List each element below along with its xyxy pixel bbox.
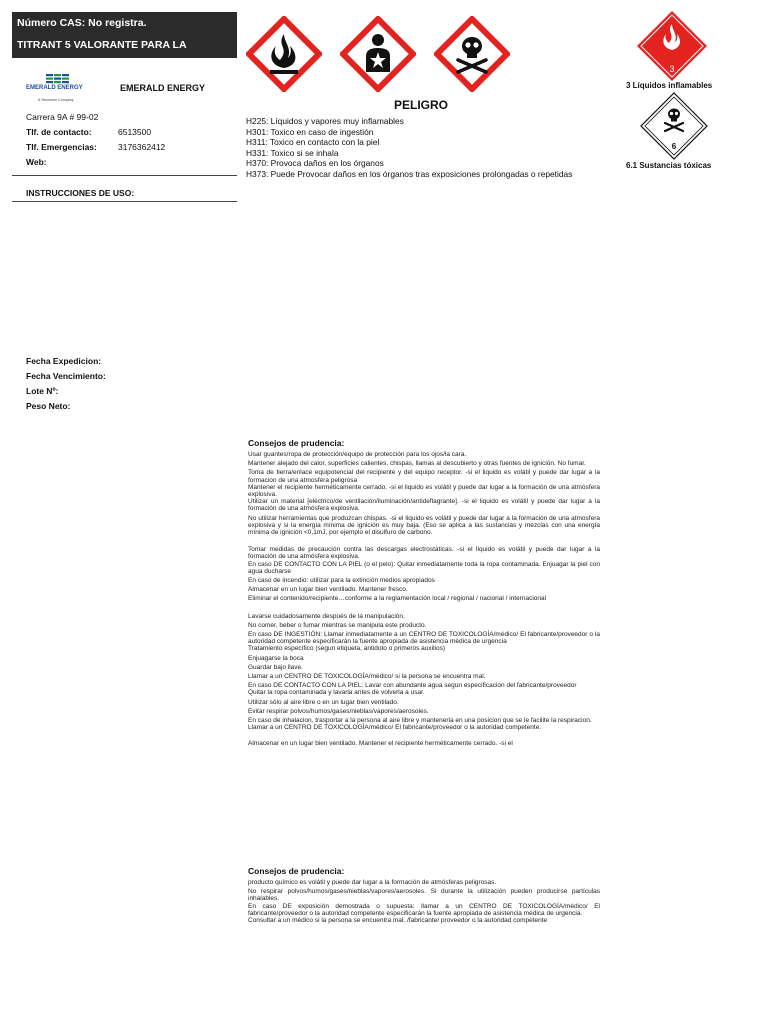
- precaution-paragraph: En caso de incendio: utilizar para la extinción medios apropiados: [248, 577, 435, 585]
- hazard-statement: H370: Provoca daños en los órganos: [246, 158, 384, 169]
- fecha-expedicion-label: Fecha Expedicion:: [26, 356, 102, 366]
- precaution-paragraph: No comer, beber o fumar mientras se manipula este producto.: [248, 621, 427, 629]
- company-address: Carrera 9A # 99-02: [26, 112, 99, 122]
- ghs-pictogram-health-hazard: [340, 16, 416, 92]
- web-label: Web:: [26, 157, 47, 167]
- precaution-paragraph: No utilizar herramientas que produzcan chispas. -si el liquido es volátil y puede dar lugar a la formación de una atmosfera explosiva y si la energía mínima de ignición es muy baja. (Eso se aplica a las sustancias y mezclas con una energía mínima de ignición <0,1mJ, por ejemplo el disulfuro de carbono.: [248, 514, 600, 537]
- cas-number-bar: [12, 12, 237, 36]
- hazard-statement: H225: Líquidos y vapores muy inflamables: [246, 116, 404, 126]
- class3-number: 3: [669, 64, 675, 74]
- precaution-paragraph: Quitar la ropa contaminada y lavarla antes de volverla a usar.: [248, 689, 425, 697]
- company-name: EMERALD ENERGY: [120, 83, 206, 93]
- hazard-statement: H301: Toxico en caso de ingestión: [246, 126, 374, 137]
- hazard-statement: H373: Puede Provocar daños en los órganos tras exposiciones prolongadas o repetidas: [246, 168, 573, 179]
- contact-label: Tlf. de contacto:: [26, 127, 92, 137]
- health-hazard-icon: [340, 16, 416, 92]
- lote-label: Lote Nº:: [26, 386, 59, 396]
- divider-top: [12, 175, 237, 176]
- precaution-paragraph: Tomar medidas de precaución contra las descargas electrostáticas. -si el liquido es volátil y puede dar lugar a la formación de una atmósfera explosiva.: [248, 546, 600, 561]
- precaution-paragraph: Lavarse cuidadosamente después de la manipulación.: [248, 612, 405, 620]
- precaution-title: Consejos de prudencia:: [248, 438, 345, 448]
- emergency-value: 3176362412: [118, 142, 166, 152]
- instructions-label: INSTRUCCIONES DE USO:: [26, 188, 135, 198]
- precaution-paragraph: Evitar respirar polvos/humos/gases/nieblas/vapores/aerosoles.: [248, 707, 429, 715]
- product-name-text: TITRANT 5 VALORANTE PARA LA: [17, 39, 187, 51]
- class6-caption: 6.1 Sustancias tóxicas: [626, 161, 712, 170]
- precaution-paragraph: Utilizar un material [eléctrico/de ventilación/iluminación/antideflagrante]. -si el liquido es volátil y puede dar lugar a la formación de una atmósfera explosiva.: [248, 498, 600, 513]
- precaution-paragraph: Usar guantes/ropa de protección/equipo de protección para los ojos/la cara.: [248, 451, 467, 458]
- cas-number-text: Número CAS: No registra.: [17, 17, 147, 29]
- ghs-pictogram-skull: [434, 16, 510, 92]
- fecha-vencimiento-label: Fecha Vencimiento:: [26, 371, 106, 381]
- precaution-paragraph: En caso DE CONTACTO CON LA PIEL (o el pelo): Quitar inmediatamente toda la ropa contaminada. Enjuagar la piel con agua ducharse: [248, 560, 600, 575]
- toxic-substance-diamond-icon: [640, 92, 708, 160]
- hazard-statement: H331: Toxico si se inhala: [246, 147, 339, 158]
- precaution-paragraph: Mantener el recipiente herméticamente cerrado. -si el liquido es volátil y puede dar lugar a la formación de una atmósfera explosiva.: [248, 483, 600, 499]
- precaution-paragraph: Llamar a un CENTRO DE TOXICOLOGÍA/médico/ si la persona se encuentra mal.: [248, 673, 486, 681]
- hazard-statements: [246, 116, 572, 180]
- precaution-paragraph: Eliminar el contenido/recipiente…conforme a la reglamentación local / regional / nacional / internacional: [248, 595, 547, 603]
- precaution-paragraph: producto químico es volátil y puede dar lugar a la formación de atmósferas peligrosas.: [248, 879, 497, 886]
- precaution-paragraph: No respirar polvos/humos/gases/nieblas/vapores/aerosoles. Si durante la utilización pueden producirse partículas inhalables.: [248, 888, 600, 903]
- precaution-paragraph: En caso DE INGESTIÓN: Llamar inmediatamente a un CENTRO DE TOXICOLOGÍA/médico/ El fabricante/proveedor o la autoridad competente especificarán la fuente apropiada de asistencia médica de urgencia: [248, 631, 600, 646]
- class3-caption: 3 Líquidos inflamables: [626, 81, 713, 90]
- precaution-paragraph: Toma de tierra/enlace equipotencial del recipiente y del equipo receptor. -si el liquido es volátil y puede dar lugar a la formacion de una atmosfera peligrosa: [248, 469, 600, 484]
- divider-instructions: [12, 201, 237, 202]
- precaution-paragraph: Mantener alejado del calor, superficies calientes, chispas, llamas al descubierto y otras fuentes de ignición. No fumar.: [248, 460, 586, 468]
- class6-number: 6: [671, 142, 677, 151]
- signal-word: PELIGRO: [394, 98, 449, 112]
- logo-text: EMERALD ENERGY: [26, 85, 83, 91]
- logo-subtext: A Sinochem Company: [38, 98, 74, 102]
- hazard-statement: H311: Toxico en contacto con la piel: [246, 137, 380, 148]
- product-name-bar: [12, 36, 237, 58]
- transport-label-class6: [640, 92, 708, 160]
- precaution-paragraph: En caso de inhalacion, trasportar a la persona al aire libre y mantenerla en una posicion que se le facilite la respiracion.: [248, 717, 592, 725]
- precaution-paragraph: Enjuagarse la boca: [248, 654, 304, 662]
- contact-value: 6513500: [118, 127, 152, 137]
- precaution-paragraph: Almacenar en un lugar bien ventilado. Mantener fresco.: [248, 586, 408, 594]
- precaution-paragraph: En caso DE CONTACTO CON LA PIEL: Lavar con abundante agua segun especificacion del fabricante/proveedor: [248, 682, 577, 690]
- company-logo: [26, 74, 94, 104]
- precaution-paragraph: En caso DE exposición demostrada o supuesta: llamar a un CENTRO DE TOXICOLOGÍA/médico/ El fabricante/proveedor o la autoridad competente especificarán la fuente apropiada de asistencia médica de urgencia.: [248, 902, 600, 917]
- emergency-label: Tlf. Emergencias:: [26, 142, 97, 152]
- precaution-title: Consejos de prudencia:: [248, 866, 345, 876]
- precaution-paragraph: Consultar a un médico si la persona se encuentra mal. /fabricante/ proveedor o la autoridad competente: [248, 917, 548, 925]
- precaution-paragraph: Llamar a un CENTRO DE TOXICOLOGÍA/médico/ El fabricante/proveedor o la autoridad competente.: [248, 724, 542, 732]
- ghs-pictogram-flame: [246, 16, 322, 92]
- flammable-liquid-diamond-icon: [636, 10, 708, 82]
- precaution-paragraph: Guardar bajo llave.: [248, 663, 303, 671]
- precaution-paragraph: Almacenar en un lugar bien ventilado. Mantener el recipiente herméticamente cerrado. -si el: [248, 739, 513, 747]
- precaution-paragraph: Utilizar sólo al aire libre o en un lugar bien ventilado.: [248, 698, 399, 706]
- precaution-section-1: [248, 438, 600, 749]
- flame-icon: [246, 16, 322, 92]
- precaution-section-2: [248, 866, 600, 926]
- precaution-paragraph: Tratamiento específico (segun etiqueta, antidoto o primeros auxilios): [248, 645, 446, 653]
- skull-crossbones-icon: [434, 16, 510, 92]
- transport-label-class3: [636, 10, 708, 82]
- peso-neto-label: Peso Neto:: [26, 401, 71, 411]
